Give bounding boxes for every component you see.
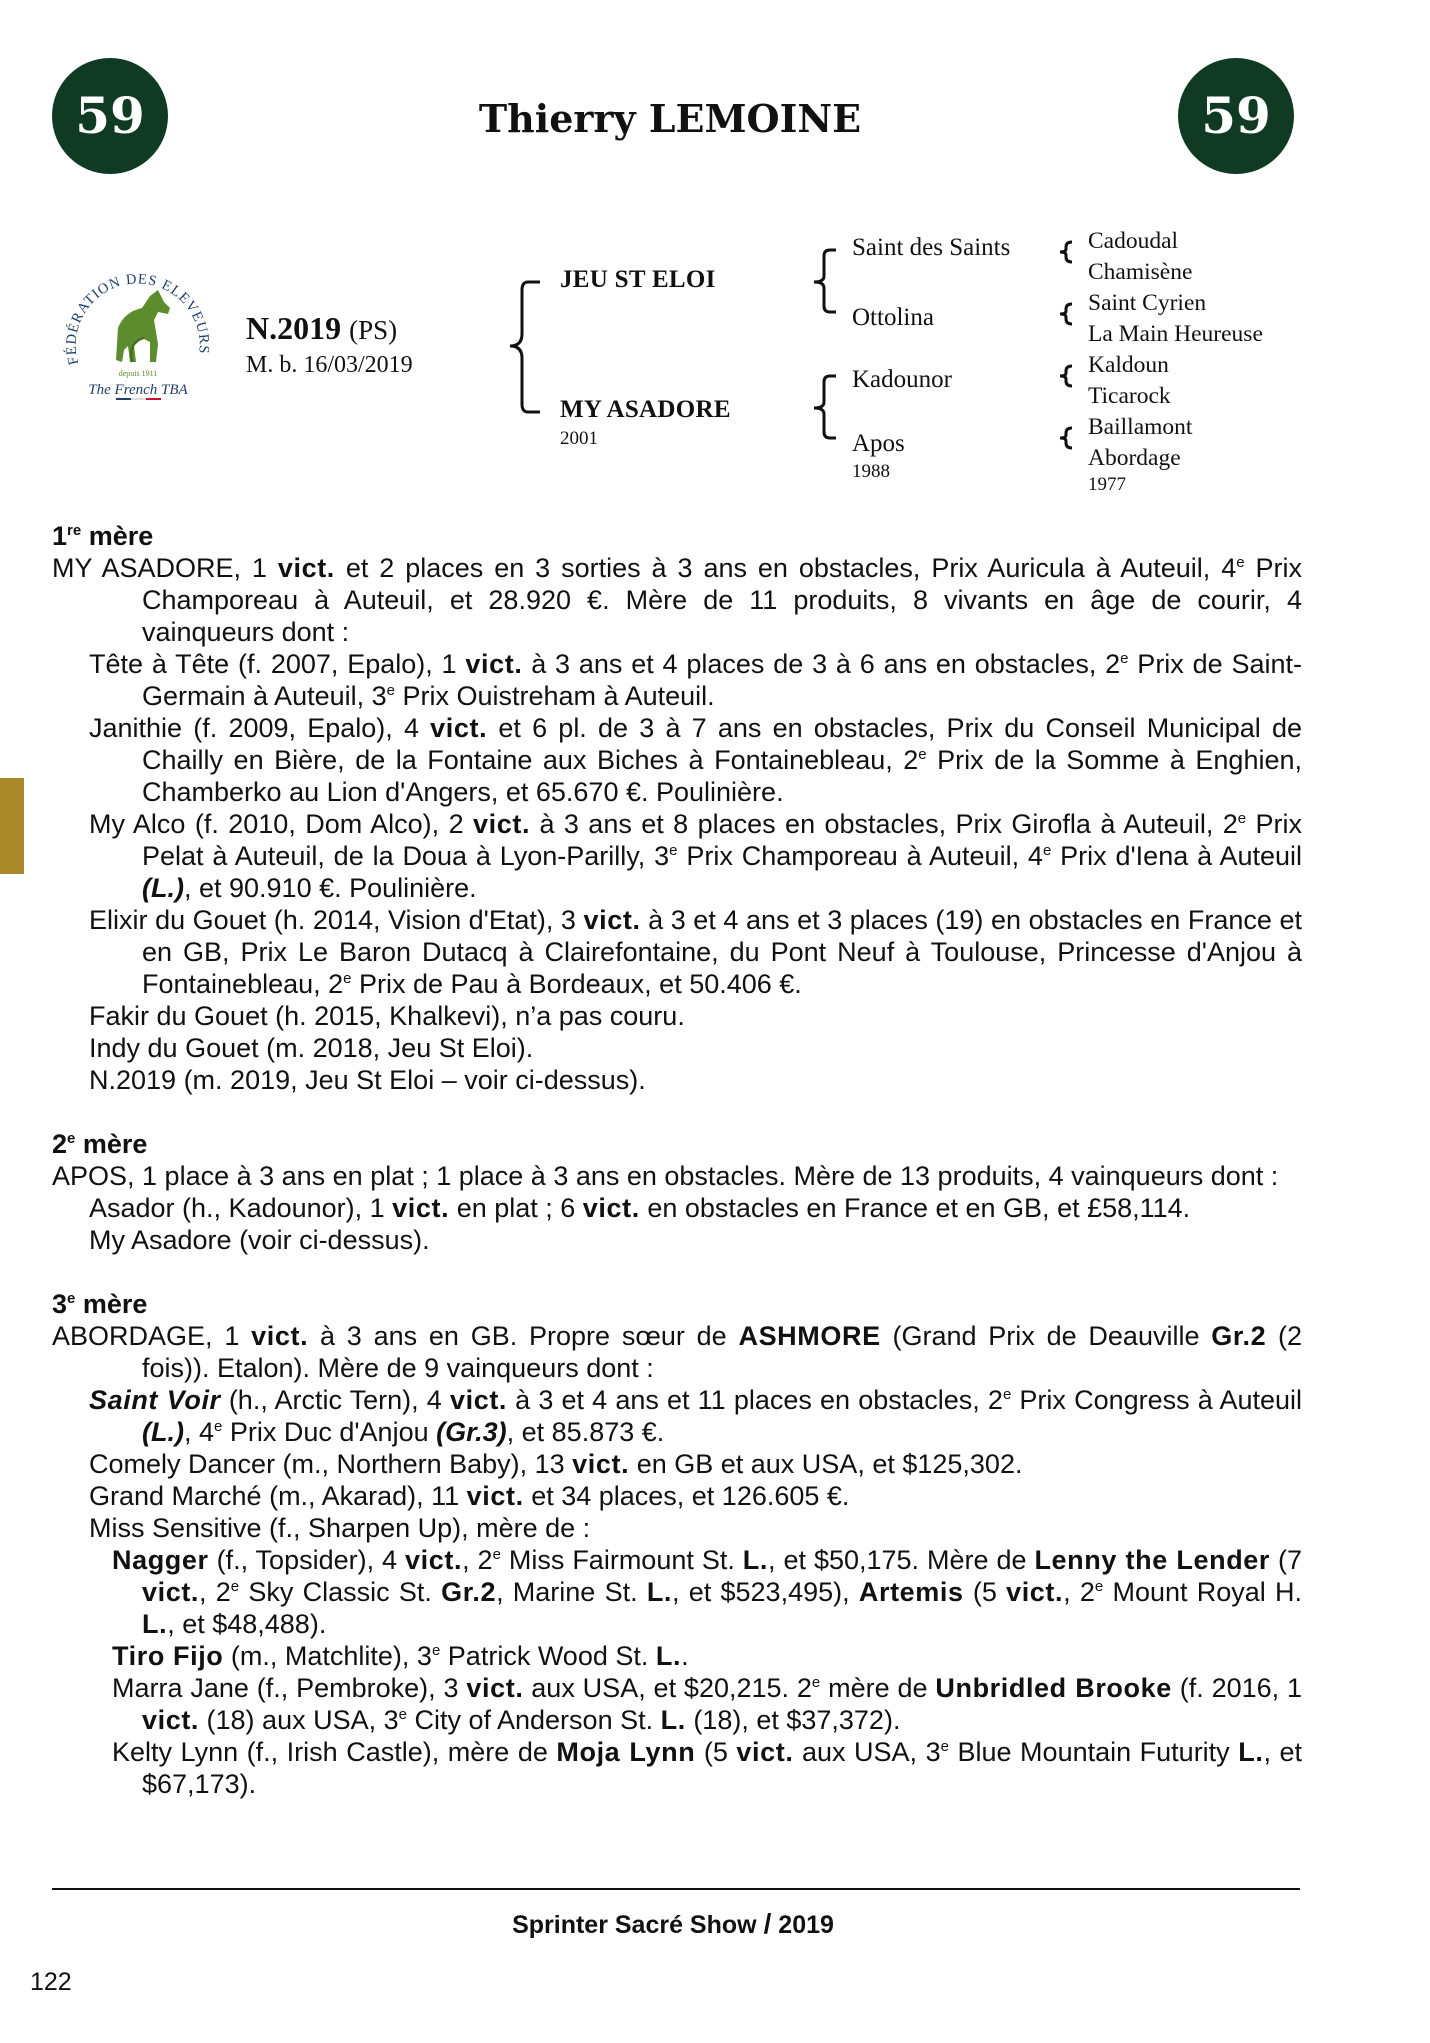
entry-n2019: N.2019 (m. 2019, Jeu St Eloi – voir ci-dessus). xyxy=(89,1065,646,1095)
pedigree-g2-dam-sire: Kadounor xyxy=(852,366,952,393)
svg-text:The French TBA: The French TBA xyxy=(88,382,188,398)
pedigree-g3-1: Cadoudal xyxy=(1088,228,1179,254)
entry-my-asadore-ref: My Asadore (voir ci-dessus). xyxy=(89,1225,430,1255)
svg-text:FÉDÉRATION DES ELEVEURS DU GAL: FÉDÉRATION DES ELEVEURS xyxy=(63,271,212,367)
pedigree-brace-g3-4 xyxy=(1050,422,1080,452)
footer-sale-year: 2019 xyxy=(778,1911,834,1939)
svg-text:depuis 1911: depuis 1911 xyxy=(118,369,158,378)
pedigree-g3-2: Chamisène xyxy=(1088,259,1193,285)
fdeg-logo xyxy=(58,250,218,410)
entry-my-asadore: MY ASADORE, 1 vict. et 2 places en 3 sorties à 3 ans en obstacles, Prix Auricula à Auteuil, 4e Prix Champoreau à Auteuil, et 28.920 €. Mère de 11 produits, 8 vivants en âge de courir, 4 vainqueurs dont : xyxy=(52,553,1303,647)
entry-my-alco: My Alco (f. 2010, Dom Alco), 2 vict. à 3 ans et 8 places en obstacles, Prix Girofla à Auteuil, 2e Prix Pelat à Auteuil, de la Doua à Lyon-Parilly, 3e Prix Champoreau à Auteuil, 4e Prix d'Iena à Auteuil (L.), et 90.910 €. Poulinière. xyxy=(89,809,1303,903)
entry-marra-jane: Marra Jane (f., Pembroke), 3 vict. aux USA, et $20,215. 2e mère de Unbridled Brooke (f. 2016, 1 vict. (18) aux USA, 3e City of Anderson St. L. (18), et $37,372). xyxy=(112,1673,1303,1735)
consignor-title: Thierry LEMOINE xyxy=(478,96,862,141)
horse-details: M. b. 16/03/2019 xyxy=(246,352,413,378)
section-heading-first-dam: 1re mère xyxy=(52,521,154,551)
entry-comely-dancer: Comely Dancer (m., Northern Baby), 13 vict. en GB et aux USA, et $125,302. xyxy=(89,1449,1023,1479)
entry-saint-voir: Saint Voir (h., Arctic Tern), 4 vict. à 3 et 4 ans et 11 places en obstacles, 2e Prix Congress à Auteuil (L.), 4e Prix Duc d'Anjou (Gr.3), et 85.873 €. xyxy=(89,1385,1303,1447)
entry-tiro-fijo: Tiro Fijo (m., Matchlite), 3e Patrick Wood St. L.. xyxy=(112,1641,689,1671)
pedigree-g3-5: Kaldoun xyxy=(1088,352,1169,378)
pedigree-g3-abordage-year: 1977 xyxy=(1088,474,1126,495)
pedigree-brace-g3-1 xyxy=(1050,236,1080,266)
lot-number-left: 59 xyxy=(52,58,168,174)
pedigree-g3-list xyxy=(1088,226,1263,474)
pedigree-dam: MY ASADORE xyxy=(560,396,731,423)
entry-indy-du-gouet: Indy du Gouet (m. 2018, Jeu St Eloi). xyxy=(89,1033,534,1063)
entry-abordage: ABORDAGE, 1 vict. à 3 ans en GB. Propre sœur de ASHMORE (Grand Prix de Deauville Gr.2 (2 fois)). Etalon). Mère de 9 vainqueurs dont : xyxy=(52,1321,1303,1383)
entry-tete-a-tete: Tête à Tête (f. 2007, Epalo), 1 vict. à 3 ans et 4 places de 3 à 6 ans en obstacles, 2e Prix de Saint-Germain à Auteuil, 3e Prix Ouistreham à Auteuil. xyxy=(89,649,1302,711)
entry-fakir-du-gouet: Fakir du Gouet (h. 2015, Khalkevi), n’a pas couru. xyxy=(89,1001,685,1031)
section-heading-third-dam: 3e mère xyxy=(52,1289,148,1319)
footer-sale-title xyxy=(0,1908,1346,1940)
entry-nagger: Nagger (f., Topsider), 4 vict., 2e Miss Fairmount St. L., et $50,175. Mère de Lenny the Lender (7 vict., 2e Sky Classic St. Gr.2, Marine St. L., et $523,495), Artemis (5 vict., 2e Mount Royal H. L., et $48,488). xyxy=(112,1545,1303,1639)
pedigree-g3-3: Saint Cyrien xyxy=(1088,290,1207,316)
footer-separator: / xyxy=(763,1908,772,1939)
pedigree-brace-sire xyxy=(800,238,840,324)
pedigree-g2-apos-year: 1988 xyxy=(852,461,890,482)
entry-miss-sensitive: Miss Sensitive (f., Sharpen Up), mère de : xyxy=(89,1513,591,1543)
section-heading-second-dam: 2e mère xyxy=(52,1129,148,1159)
pedigree-g2-sire-sire: Saint des Saints xyxy=(852,234,1011,261)
pedigree-g3-8: Abordage xyxy=(1088,445,1181,471)
pedigree-brace-main xyxy=(500,270,550,430)
pedigree-g3-7: Baillamont xyxy=(1088,414,1193,440)
horse-identity xyxy=(246,310,397,347)
entry-kelty-lynn: Kelty Lynn (f., Irish Castle), mère de Moja Lynn (5 vict. aux USA, 3e Blue Mountain Futurity L., et $67,173). xyxy=(112,1737,1302,1799)
section-tab-marker xyxy=(0,778,24,874)
pedigree-sire: JEU ST ELOI xyxy=(560,266,716,293)
entry-grand-marche: Grand Marché (m., Akarad), 11 vict. et 34 places, et 126.605 €. xyxy=(89,1481,850,1511)
lot-number-right: 59 xyxy=(1178,58,1294,174)
pedigree-brace-g3-2 xyxy=(1050,298,1080,328)
pedigree-g3-6: Ticarock xyxy=(1088,383,1171,409)
pedigree-dam-year: 2001 xyxy=(560,428,598,449)
pedigree-brace-dam xyxy=(800,364,840,450)
pedigree-brace-g3-3 xyxy=(1050,360,1080,390)
footer-sale-name: Sprinter Sacré Show xyxy=(512,1911,757,1939)
catalogue-body xyxy=(52,520,1302,1800)
entry-apos: APOS, 1 place à 3 ans en plat ; 1 place à 3 ans en obstacles. Mère de 13 produits, 4 vainqueurs dont : xyxy=(52,1161,1279,1191)
pedigree-g2-dam-dam: Apos xyxy=(852,430,905,457)
footer-rule xyxy=(52,1888,1300,1890)
horse-breed: (PS) xyxy=(349,315,398,345)
entry-elixir-du-gouet: Elixir du Gouet (h. 2014, Vision d'Etat), 3 vict. à 3 et 4 ans et 3 places (19) en obstacles en France et en GB, Prix Le Baron Dutacq à Clairefontaine, du Pont Neuf à Toulouse, Princesse d'Anjou à Fontainebleau, 2e Prix de Pau à Bordeaux, et 50.406 €. xyxy=(89,905,1302,999)
page-number: 122 xyxy=(30,1968,72,1996)
pedigree-g2-sire-dam: Ottolina xyxy=(852,304,934,331)
horse-name: N.2019 xyxy=(246,310,342,346)
entry-asador: Asador (h., Kadounor), 1 vict. en plat ; 6 vict. en obstacles en France et en GB, et £58,114. xyxy=(89,1193,1191,1223)
entry-janithie: Janithie (f. 2009, Epalo), 4 vict. et 6 pl. de 3 à 7 ans en obstacles, Prix du Conseil Municipal de Chailly en Bière, de la Fontaine aux Biches à Fontainebleau, 2e Prix de la Somme à Enghien, Chamberko au Lion d'Angers, et 65.670 €. Poulinière. xyxy=(89,713,1302,807)
pedigree-g3-4: La Main Heureuse xyxy=(1088,321,1263,347)
